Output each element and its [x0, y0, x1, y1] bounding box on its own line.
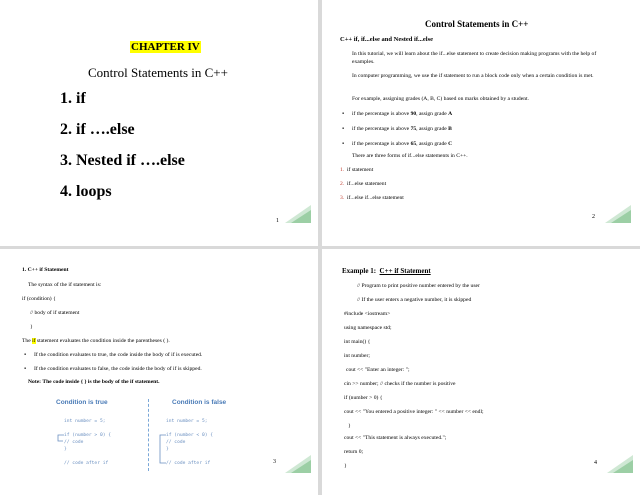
bullet-text: If the condition evaluates to true, the code inside the body of if is executed. — [34, 352, 203, 358]
form-item: 2. if...else statement — [340, 181, 387, 187]
page-number: 4 — [594, 460, 597, 466]
code-line: int number; — [344, 353, 370, 359]
code-line: #include <iostream> — [344, 311, 391, 317]
code-line: if (number < 0) { — [166, 433, 214, 438]
section-subtitle: C++ if, if...else and Nested if...else — [340, 36, 433, 43]
code-line: if (number > 0) { — [64, 433, 112, 438]
code-line: cout << "This statement is always executed."; — [344, 435, 447, 441]
slide-title: Control Statements in C++ — [88, 65, 228, 80]
paragraph: For example, assigning grades (A, B, C) based on marks obtained by a student. — [352, 96, 529, 102]
grade-rule: if the percentage is above 65, assign grade C — [352, 141, 453, 147]
slide-4[interactable] — [322, 249, 640, 495]
slide-1[interactable] — [0, 0, 318, 246]
divider-line — [148, 399, 149, 471]
code-line: cout << "Enter an integer: "; — [346, 367, 410, 373]
corner-decoration — [605, 205, 631, 223]
bullet-text: If the condition evaluates to false, the code inside the body of if is skipped. — [34, 366, 202, 372]
topic-item: 2. if ….else — [60, 121, 135, 138]
bullet-dot: ▪ — [24, 366, 27, 372]
false-case-title: Condition is false — [172, 399, 227, 406]
true-case-title: Condition is true — [56, 399, 108, 406]
code-line: int main() { — [344, 339, 371, 345]
topic-item: 1. if — [60, 90, 86, 107]
slide-2[interactable] — [322, 0, 640, 246]
paragraph: In this tutorial, we will learn about the if...else statement to create decision making programs with the help of examples. — [352, 51, 597, 65]
code-line: // If the user enters a negative number, it is skipped — [357, 297, 472, 303]
syntax-line: // body of if statement — [30, 310, 80, 316]
note: Note: The code inside { } is the body of the if statement. — [28, 379, 160, 385]
code-line: } — [344, 463, 347, 469]
slide-3[interactable] — [0, 249, 318, 495]
code-line: // code — [64, 440, 84, 445]
form-item: 3. if...else if...else statement — [340, 195, 404, 201]
code-line: // code — [166, 440, 186, 445]
grade-rule: if the percentage is above 90, assign grade A — [352, 111, 453, 117]
code-line: cin >> number; // checks if the number is positive — [344, 381, 456, 387]
flow-arrow — [56, 433, 86, 443]
code-line: } — [348, 423, 351, 429]
code-line: int number = 5; — [166, 419, 208, 424]
form-item: 1. if statement — [340, 167, 374, 173]
paragraph: In computer programming, we use the if statement to run a block code only when a certain condition is met. — [352, 73, 594, 79]
code-line: using namespace std; — [344, 325, 392, 331]
corner-decoration — [607, 455, 633, 473]
code-line: if (number > 0) { — [344, 395, 383, 401]
flow-arrow — [158, 433, 170, 467]
bullet-dot: ▪ — [24, 352, 27, 358]
bullet-dot: ▪ — [342, 141, 345, 147]
bullet-dot: ▪ — [342, 111, 345, 117]
example-heading: Example 1: C++ if Statement — [342, 267, 431, 275]
grade-rule: if the percentage is above 75, assign grade B — [352, 126, 452, 132]
code-line: // Program to print positive number entered by the user — [357, 283, 480, 289]
code-line: // code after if — [166, 461, 211, 466]
code-line: } — [166, 447, 169, 452]
corner-decoration — [285, 205, 311, 223]
syntax-intro: The syntax of the if statement is: — [28, 282, 102, 288]
syntax-line: } — [30, 324, 33, 330]
slide-title: Control Statements in C++ — [425, 19, 529, 29]
page-number: 2 — [592, 214, 595, 220]
evaluation-text: The if statement evaluates the condition inside the parentheses ( ). — [22, 338, 170, 344]
page-number: 1 — [276, 218, 279, 224]
corner-decoration — [285, 455, 311, 473]
code-line: // code after if — [64, 461, 109, 466]
syntax-line: if (condition) { — [22, 296, 56, 302]
code-line: return 0; — [344, 449, 364, 455]
page-number: 3 — [273, 459, 276, 465]
section-heading: 1. C++ if Statement — [22, 267, 69, 273]
code-line: } — [64, 447, 67, 452]
forms-intro: There are three forms of if...else statements in C++. — [352, 153, 468, 159]
code-line: int number = 5; — [64, 419, 106, 424]
topic-item: 3. Nested if ….else — [60, 152, 185, 169]
bullet-dot: ▪ — [342, 126, 345, 132]
topic-item: 4. loops — [60, 183, 112, 200]
code-line: cout << "You entered a positive integer: " << number << endl; — [344, 409, 484, 415]
chapter-label: CHAPTER IV — [131, 41, 200, 53]
